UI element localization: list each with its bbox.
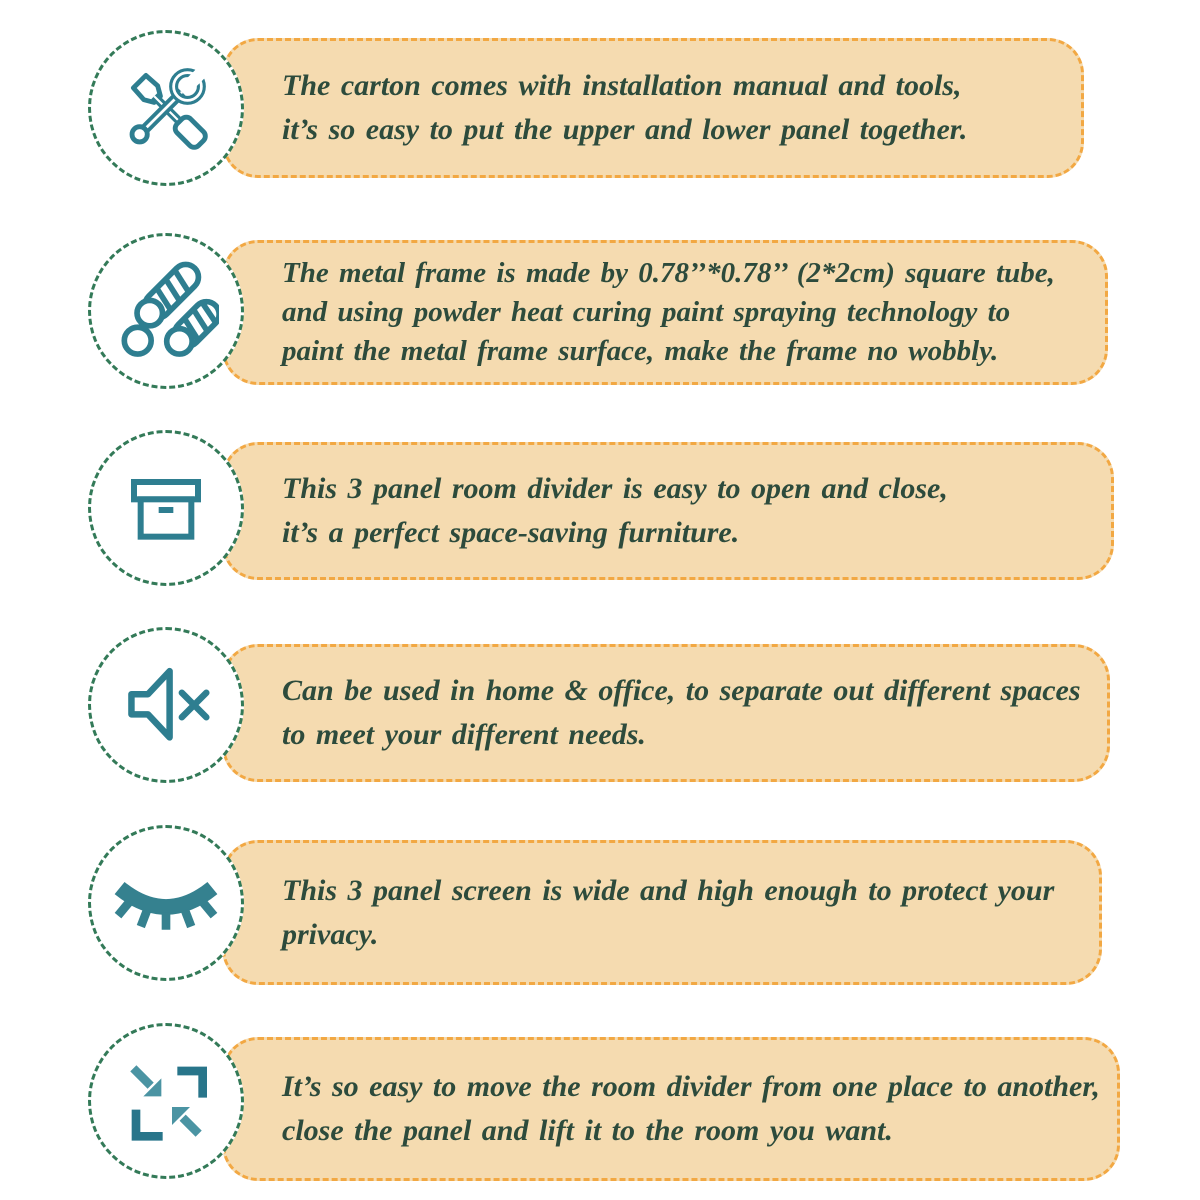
feature-text-line: privacy. bbox=[282, 917, 379, 951]
feature-text-line: close the panel and lift it to the room you want. bbox=[282, 1114, 893, 1147]
feature-text-line: it’s so easy to put the upper and lower panel together. bbox=[282, 113, 968, 146]
feature-bubble bbox=[222, 442, 1114, 580]
icon-circle bbox=[88, 1023, 244, 1179]
feature-bubble bbox=[222, 644, 1110, 782]
icon-circle bbox=[88, 233, 244, 389]
tools-icon bbox=[114, 56, 218, 160]
feature-bubble bbox=[222, 840, 1102, 985]
feature-text-line: and using powder heat curing paint spraying technology to bbox=[282, 296, 1011, 328]
box-icon bbox=[116, 458, 216, 558]
icon-circle bbox=[88, 30, 244, 186]
icon-circle bbox=[88, 627, 244, 783]
pipes-icon bbox=[113, 258, 219, 364]
feature-text-line: paint the metal frame surface, make the frame no wobbly. bbox=[282, 335, 999, 367]
feature-text-line: it’s a perfect space-saving furniture. bbox=[282, 516, 740, 549]
feature-text-line: It’s so easy to move the room divider from one place to another, bbox=[282, 1070, 1100, 1103]
feature-text-line: This 3 panel screen is wide and high enough to protect your bbox=[282, 873, 1055, 907]
feature-text-line: to meet your different needs. bbox=[282, 718, 646, 751]
feature-bubble bbox=[222, 1037, 1120, 1181]
feature-bubble bbox=[222, 38, 1084, 178]
feature-text-line: The metal frame is made by 0.78’’*0.78’’ (2*2cm) square tube, bbox=[282, 257, 1055, 289]
icon-circle bbox=[88, 430, 244, 586]
feature-text-line: This 3 panel room divider is easy to open and close, bbox=[282, 472, 948, 505]
move-arrows-icon bbox=[116, 1051, 216, 1151]
feature-text-line: The carton comes with installation manual and tools, bbox=[282, 69, 962, 102]
closed-eye-icon bbox=[107, 844, 225, 962]
mute-speaker-icon bbox=[112, 651, 220, 759]
icon-circle bbox=[88, 825, 244, 981]
feature-text-line: Can be used in home & office, to separate out different spaces bbox=[282, 674, 1081, 707]
feature-bubble bbox=[222, 240, 1108, 385]
